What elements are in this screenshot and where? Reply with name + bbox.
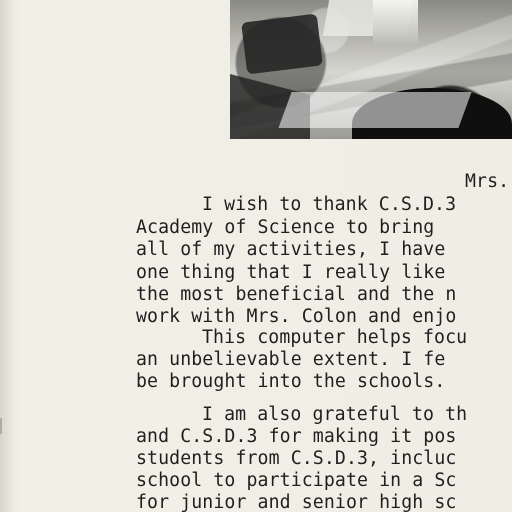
paragraph-2-line-3: be brought into the schools.	[136, 371, 446, 392]
paragraph-1-line-5: the most beneficial and the n	[136, 284, 457, 305]
paragraph-3-line-3: students from C.S.D.3, incluc	[136, 448, 457, 469]
paragraph-2-line-1: This computer helps focu	[202, 327, 468, 348]
paragraph-2-line-2: an unbelievable extent. I fe	[136, 349, 446, 370]
paragraph-1-line-1: I wish to thank C.S.D.3	[202, 194, 457, 215]
paragraph-1-line-2: Academy of Science to bring	[136, 217, 435, 238]
paragraph-3-line-5: for junior and senior high sc	[136, 492, 457, 512]
paragraph-1-line-3: all of my activities, I have	[136, 239, 446, 260]
paragraph-3-line-1: I am also grateful to th	[202, 404, 468, 425]
paragraph-3-line-4: school to participate in a Sc	[136, 470, 457, 491]
signature-fragment: Mrs.	[465, 171, 510, 192]
paragraph-3-line-2: and C.S.D.3 for making it pos	[136, 426, 457, 447]
paragraph-1-line-4: one thing that I really like	[136, 262, 446, 283]
paragraph-1-line-6: work with Mrs. Colon and enjo	[136, 306, 457, 327]
